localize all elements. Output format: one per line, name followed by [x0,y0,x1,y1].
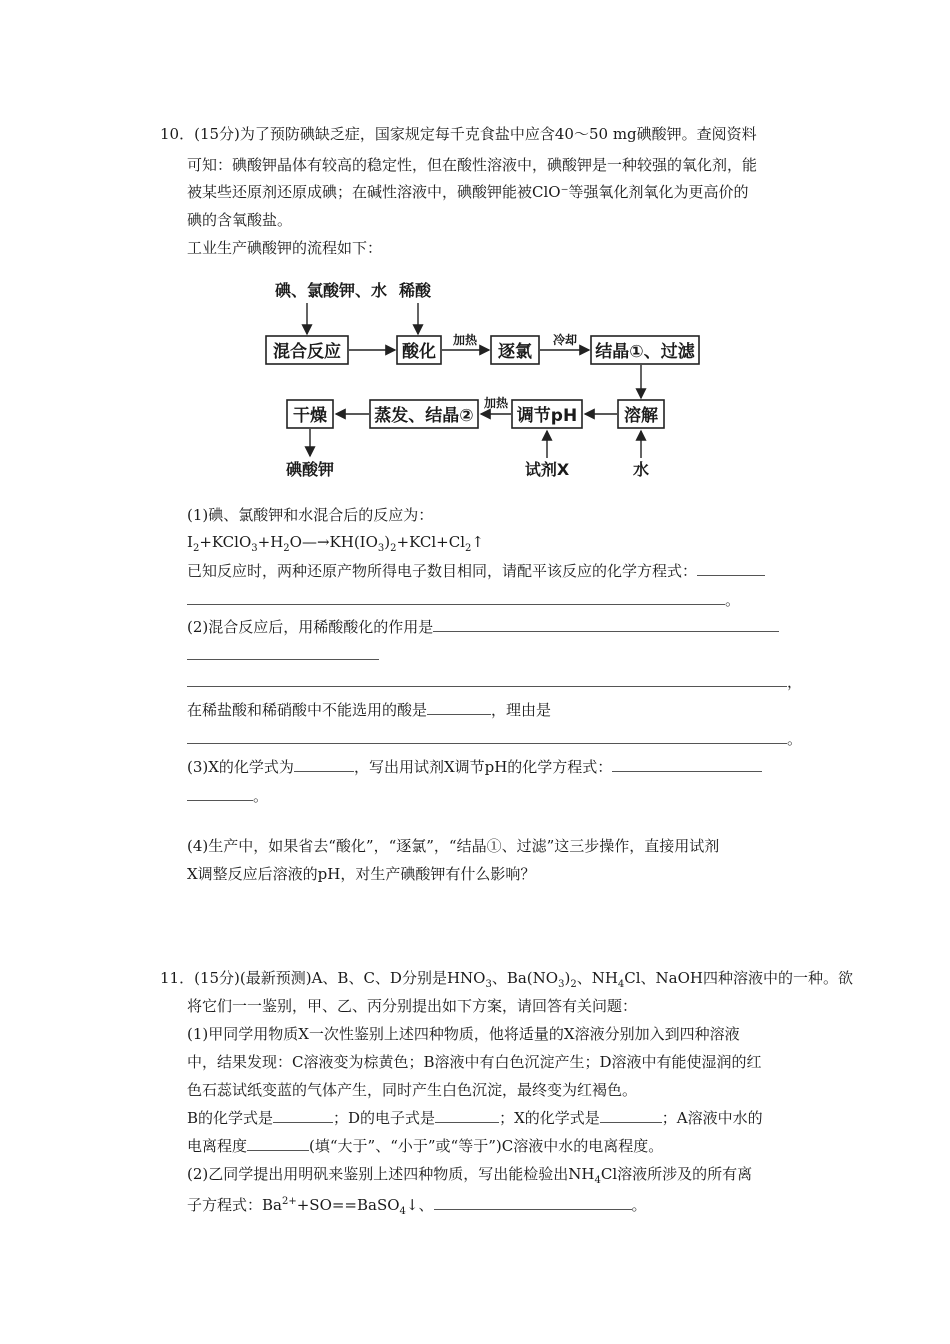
q10-part1-prompt: 已知反应时，两种还原产物所得电子数目相同，请配平该反应的化学方程式： [187,561,765,581]
answer-blank-3b[interactable] [187,786,253,801]
label-reagent-x: 试剂X [524,460,570,479]
answer-blank-1[interactable] [697,561,765,576]
answer-blank-x-formula[interactable] [294,757,354,772]
answer-blank-ion-eq[interactable] [434,1195,632,1210]
answer-blank-reason[interactable] [187,729,787,744]
box-crystallize-filter-label: 结晶①、过滤 [595,342,695,362]
answer-blank-d-electron[interactable] [435,1108,499,1123]
answer-blank-b-formula[interactable] [273,1108,333,1123]
input-iodine-chlorate-water: 碘、氯酸钾、水 [275,281,388,300]
answer-blank-ionization[interactable] [247,1136,309,1151]
input-dilute-acid: 稀酸 [399,281,432,300]
q10-part1-answer-line: 。 [187,590,740,610]
q11-line-8: (2)乙同学提出用明矾来鉴别上述四种物质，写出能检验出$NH_4Cl$溶液所涉及的所有离 [187,1165,753,1186]
process-flowchart [0,0,950,500]
label-heat-1: 加热 [452,333,478,347]
q11-line-5: 色石蕊试纸变蓝的气体产生，同时产生白色沉淀，最终变为红褐色。 [187,1081,638,1099]
q11-line-7: 电离程度 (填“大于”、“小于”或“等于”)C溶液中水的电离程度。 [187,1137,664,1155]
answer-blank-2[interactable] [433,617,779,632]
q11-line-1: 11．(15分)(最新预测)A、B、C、D分别是$HNO_3$、$Ba(NO_3)_2$、$NH_4Cl$、NaOH四种溶液中的一种。欲 [160,969,854,990]
q11-line-2: 将它们一一鉴别，甲、乙、丙分别提出如下方案，请回答有关问题： [187,997,638,1015]
label-water: 水 [632,460,650,479]
q10-part3: (3)X的化学式为 ，写出用试剂X调节pH的化学方程式： [187,757,762,777]
q10-part4: (4)生产中，如果省去“酸化”，“逐氯”，“结晶①、过滤”这三步操作，直接用试剂 [187,837,720,855]
q10-part4-b: X调整反应后溶液的pH，对生产碘酸钾有什么影响？ [187,865,536,883]
answer-rule-2a[interactable] [187,659,379,660]
q10-part2: (2)混合反应后，用稀酸酸化的作用是 [187,617,779,637]
q10-part2-prompt: 在稀盐酸和稀硝酸中不能选用的酸是 ，理由是 [187,701,552,719]
box-acidify-label: 酸化 [402,342,436,362]
box-adjust-ph-label: 调节pH [516,406,578,426]
q11-line-9: 子方程式：$Ba^{2+}+SO==BaSO_4↓$、 。 [187,1196,647,1217]
box-remove-chlorine-label: 逐氯 [498,342,532,362]
answer-blank-x[interactable] [600,1108,662,1123]
box-evaporate-crystallize-label: 蒸发、结晶② [374,406,474,426]
box-dissolve-label: 溶解 [624,406,658,426]
answer-blank-1b[interactable] [187,590,725,605]
q11-line-6: B的化学式是 ；D的电子式是 ；X的化学式是 ；A溶液中水的 [187,1109,763,1127]
answer-blank-acid[interactable] [427,700,491,715]
answer-blank-3[interactable] [612,757,762,772]
q10-line-5: 工业生产碘酸钾的流程如下： [187,239,383,257]
q10-line-4: 碘的含氧酸盐。 [187,211,293,229]
q10-part2-reason-line: 。 [187,729,802,749]
q10-line-3: 被某些还原剂还原成碘；在碱性溶液中，碘酸钾能被ClO⁻等强氧化剂氧化为更高价的 [187,183,749,201]
answer-blank-2b[interactable] [187,672,787,687]
q10-line-1: 10．(15分)为了预防碘缺乏症，国家规定每千克食盐中应含40～50 mg碘酸钾。查阅资料 [160,125,757,143]
label-product: 碘酸钾 [285,460,335,479]
q11-line-3: (1)甲同学用物质X一次性鉴别上述四种物质，他将适量的X溶液分别加入到四种溶液 [187,1025,740,1043]
q10-equation: $I_2+KClO_3+H_2O—\to KH(IO_3)_2+KCl+Cl_2↑$ [187,533,484,554]
label-cool: 冷却 [552,333,578,347]
q10-part2-line: ， [187,672,802,692]
box-dry-label: 干燥 [293,406,327,426]
q10-part1: (1)碘、氯酸钾和水混合后的反应为： [187,506,434,524]
q11-line-4: 中，结果发现：C溶液变为棕黄色；B溶液中有白色沉淀产生；D溶液中有能使湿润的红 [187,1053,762,1071]
q10-line-2: 可知：碘酸钾晶体有较高的稳定性，但在酸性溶液中，碘酸钾是一种较强的氧化剂，能 [187,156,758,174]
q10-part3-line: 。 [187,786,268,806]
label-heat-2: 加热 [483,396,509,410]
box-mixing-reaction-label: 混合反应 [273,342,341,362]
